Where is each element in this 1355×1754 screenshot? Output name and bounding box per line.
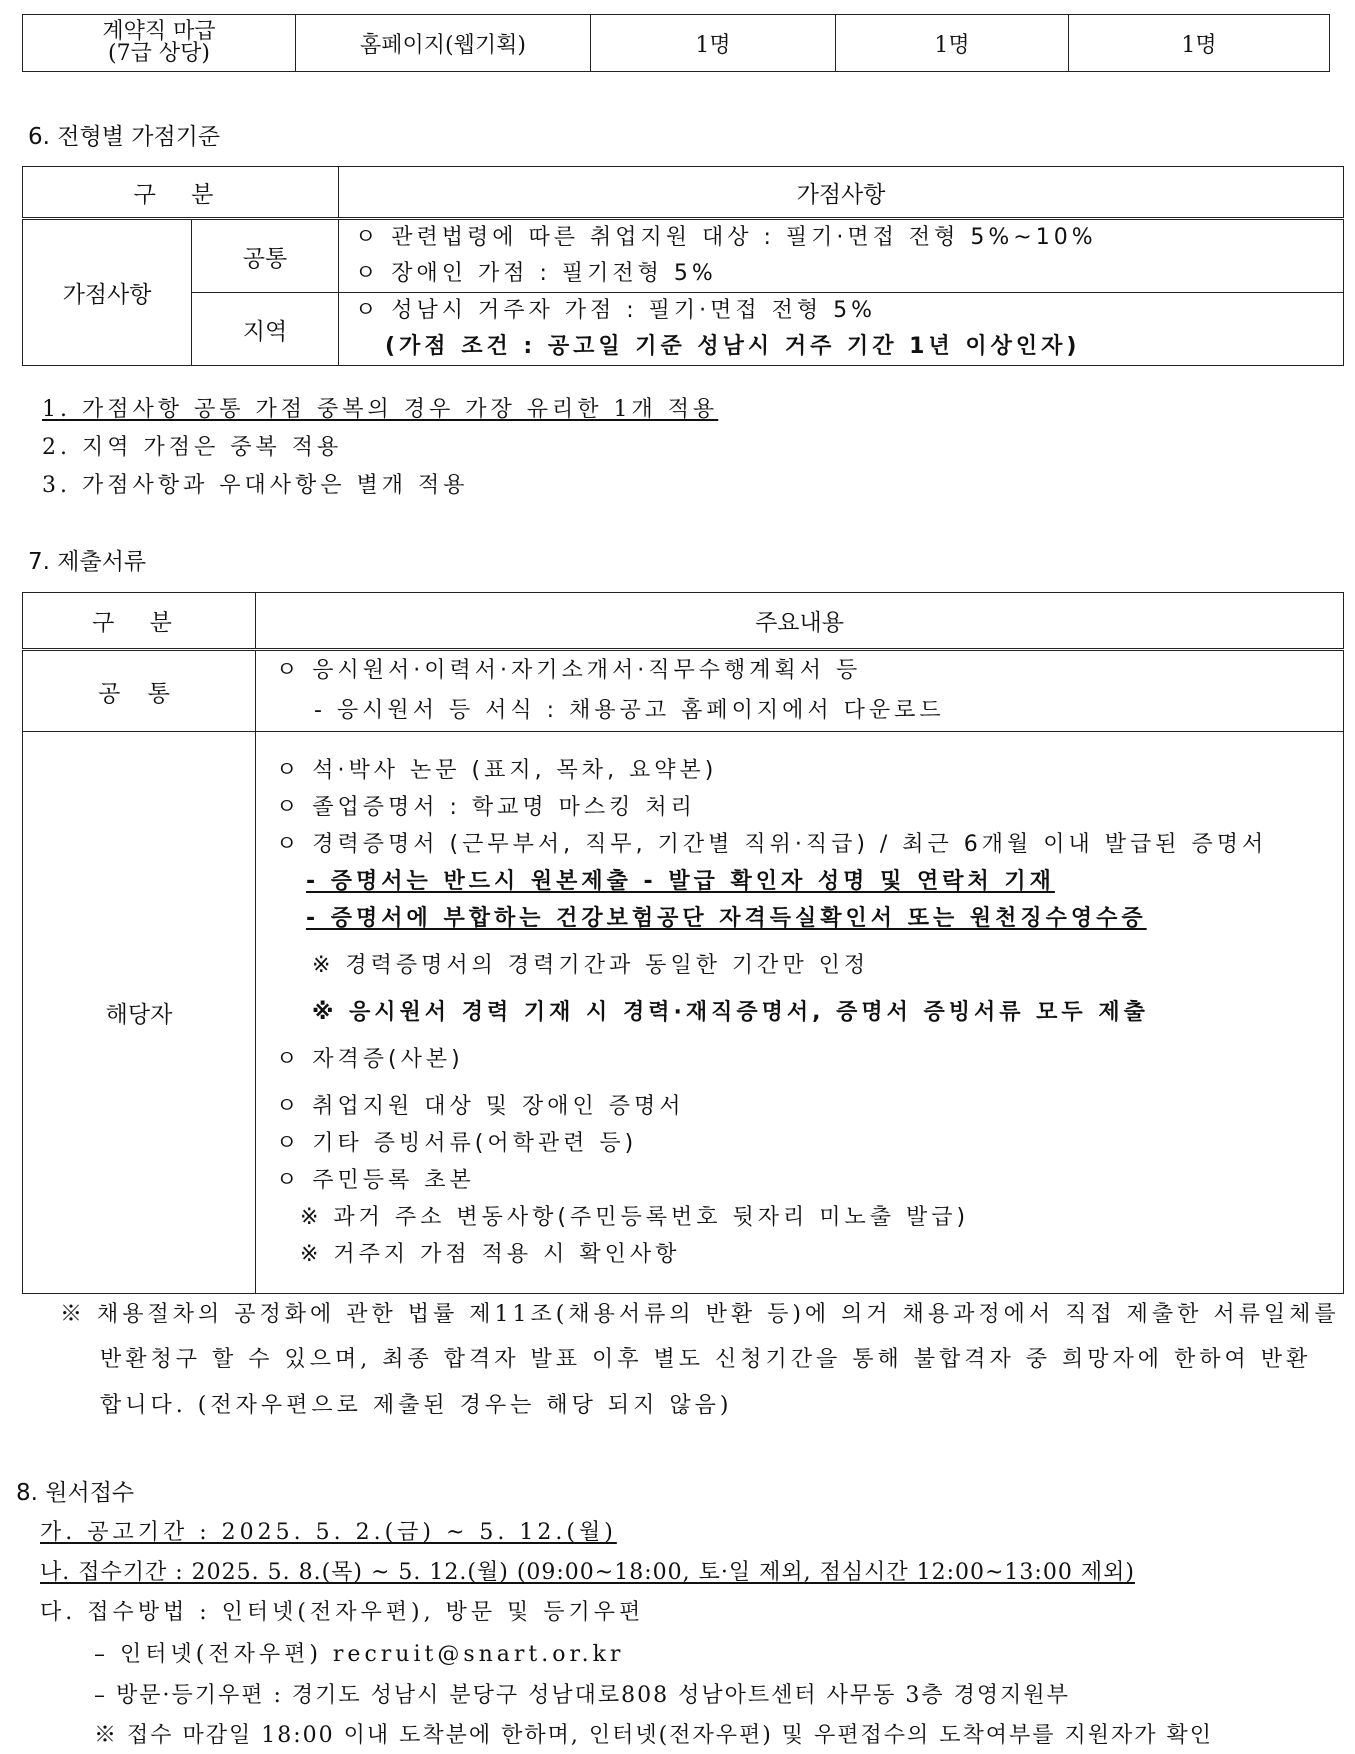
docs-common-label: 공 통: [23, 650, 256, 732]
method-visit-mail: – 방문·등기우편 : 경기도 성남시 분당구 성남대로808 성남아트센터 사무동 3층 경영지원부: [94, 1683, 1070, 1708]
documents-table: [22, 592, 1344, 1294]
positions-table: [22, 14, 1330, 72]
bonus-header-category: 구 분: [23, 167, 339, 219]
bonus-common-items: [339, 219, 1344, 293]
position-grade: (7급 상당): [108, 41, 210, 66]
list-item: ㅇ 경력증명서 (근무부서, 직무, 기간별 직위·직급) / 최근 6개월 이내 발급된 증명서: [276, 832, 1268, 857]
bonus-region-items: [339, 293, 1344, 366]
docs-common-items: [256, 650, 1344, 732]
bonus-note-3: 3. 가점사항과 우대사항은 별개 적용: [42, 473, 469, 498]
list-item: ㅇ 기타 증빙서류(어학관련 등): [276, 1131, 638, 1156]
list-item: ㅇ 취업지원 대상 및 장애인 증명서: [276, 1094, 685, 1119]
list-item: ㅇ 주민등록 초본: [276, 1168, 475, 1193]
section8-heading: 8. 원서접수: [16, 1480, 135, 1506]
bonus-common-label: 공통: [192, 219, 339, 293]
list-item: ㅇ 석·박사 논문 (표지, 목차, 요약본): [276, 758, 718, 783]
deadline-note: ※ 접수 마감일 18:00 이내 도착분에 한하며, 인터넷(전자우편) 및 우편접수의 도착여부를 지원자가 확인: [94, 1723, 1214, 1748]
docs-header-content: 주요내용: [256, 593, 1344, 650]
list-item: - 증명서는 반드시 원본제출 - 발급 확인자 성명 및 연락처 기재: [306, 869, 1055, 894]
list-item: - 응시원서 등 서식 : 채용공고 홈페이지에서 다운로드: [314, 698, 945, 723]
method-email: – 인터넷(전자우편) recruit@snart.or.kr: [94, 1642, 625, 1667]
list-item: ㅇ 졸업증명서 : 학교명 마스킹 처리: [276, 795, 696, 820]
count-cell-3: 1명: [1069, 15, 1330, 72]
list-item: ㅇ 성남시 거주자 가점 : 필기·면접 전형 5%: [355, 298, 877, 323]
docs-footnote-3: 합니다. (전자우편으로 제출된 경우는 해당 되지 않음): [100, 1393, 733, 1418]
list-item: ㅇ 장애인 가점 : 필기전형 5%: [355, 261, 717, 286]
docs-header-category: 구 분: [23, 593, 256, 650]
section6-heading: 6. 전형별 가점기준: [28, 124, 221, 150]
list-item: ※ 응시원서 경력 기재 시 경력·재직증명서, 증명서 증빙서류 모두 제출: [312, 1000, 1149, 1025]
list-item: ㅇ 관련법령에 따른 취업지원 대상 : 필기·면접 전형 5%~10%: [355, 225, 1097, 250]
application-period: 나. 접수기간 : 2025. 5. 8.(목) ~ 5. 12.(월) (09:00~18:00, 토·일 제외, 점심시간 12:00~13:00 제외): [40, 1560, 1135, 1585]
application-method: 다. 접수방법 : 인터넷(전자우편), 방문 및 등기우편: [40, 1600, 645, 1625]
docs-footnote-1: ※ 채용절차의 공정화에 관한 법률 제11조(채용서류의 반환 등)에 의거 채용과정에서 직접 제출한 서류일체를: [60, 1302, 1340, 1327]
bonus-header-items: 가점사항: [339, 167, 1344, 219]
bonus-region-label: 지역: [192, 293, 339, 366]
docs-applicable-label: 해당자: [23, 732, 256, 1294]
field-cell: 홈페이지(웹기획): [296, 15, 591, 72]
list-item: ※ 거주지 가점 적용 시 확인사항: [300, 1242, 681, 1267]
list-item: ※ 경력증명서의 경력기간과 동일한 기간만 인정: [312, 953, 870, 978]
bonus-row-label: 가점사항: [23, 219, 192, 366]
docs-footnote-2: 반환청구 할 수 있으며, 최종 합격자 발표 이후 별도 신청기간을 통해 불합격자 중 희망자에 한하여 반환: [100, 1347, 1312, 1372]
position-name: 계약직 마급: [102, 19, 216, 44]
bonus-table: [22, 166, 1344, 366]
list-item: - 증명서에 부합하는 건강보험공단 자격득실확인서 또는 원천징수영수증: [306, 906, 1147, 931]
bonus-note-1: 1. 가점사항 공통 가점 중복의 경우 가장 유리한 1개 적용: [42, 397, 719, 422]
count-cell-2: 1명: [836, 15, 1069, 72]
docs-applicable-items: [256, 732, 1344, 1294]
list-item: ※ 과거 주소 변동사항(주민등록번호 뒷자리 미노출 발급): [300, 1205, 970, 1230]
bonus-note-2: 2. 지역 가점은 중복 적용: [42, 435, 343, 460]
count-cell-1: 1명: [591, 15, 836, 72]
section7-heading: 7. 제출서류: [28, 549, 147, 575]
list-item: (가점 조건 : 공고일 기준 성남시 거주 기간 1년 이상인자): [385, 334, 1081, 359]
notice-period: 가. 공고기간 : 2025. 5. 2.(금) ~ 5. 12.(월): [40, 1520, 617, 1545]
position-cell: [23, 15, 296, 72]
list-item: ㅇ 자격증(사본): [276, 1047, 464, 1072]
list-item: ㅇ 응시원서·이력서·자기소개서·직무수행계획서 등: [276, 658, 862, 683]
